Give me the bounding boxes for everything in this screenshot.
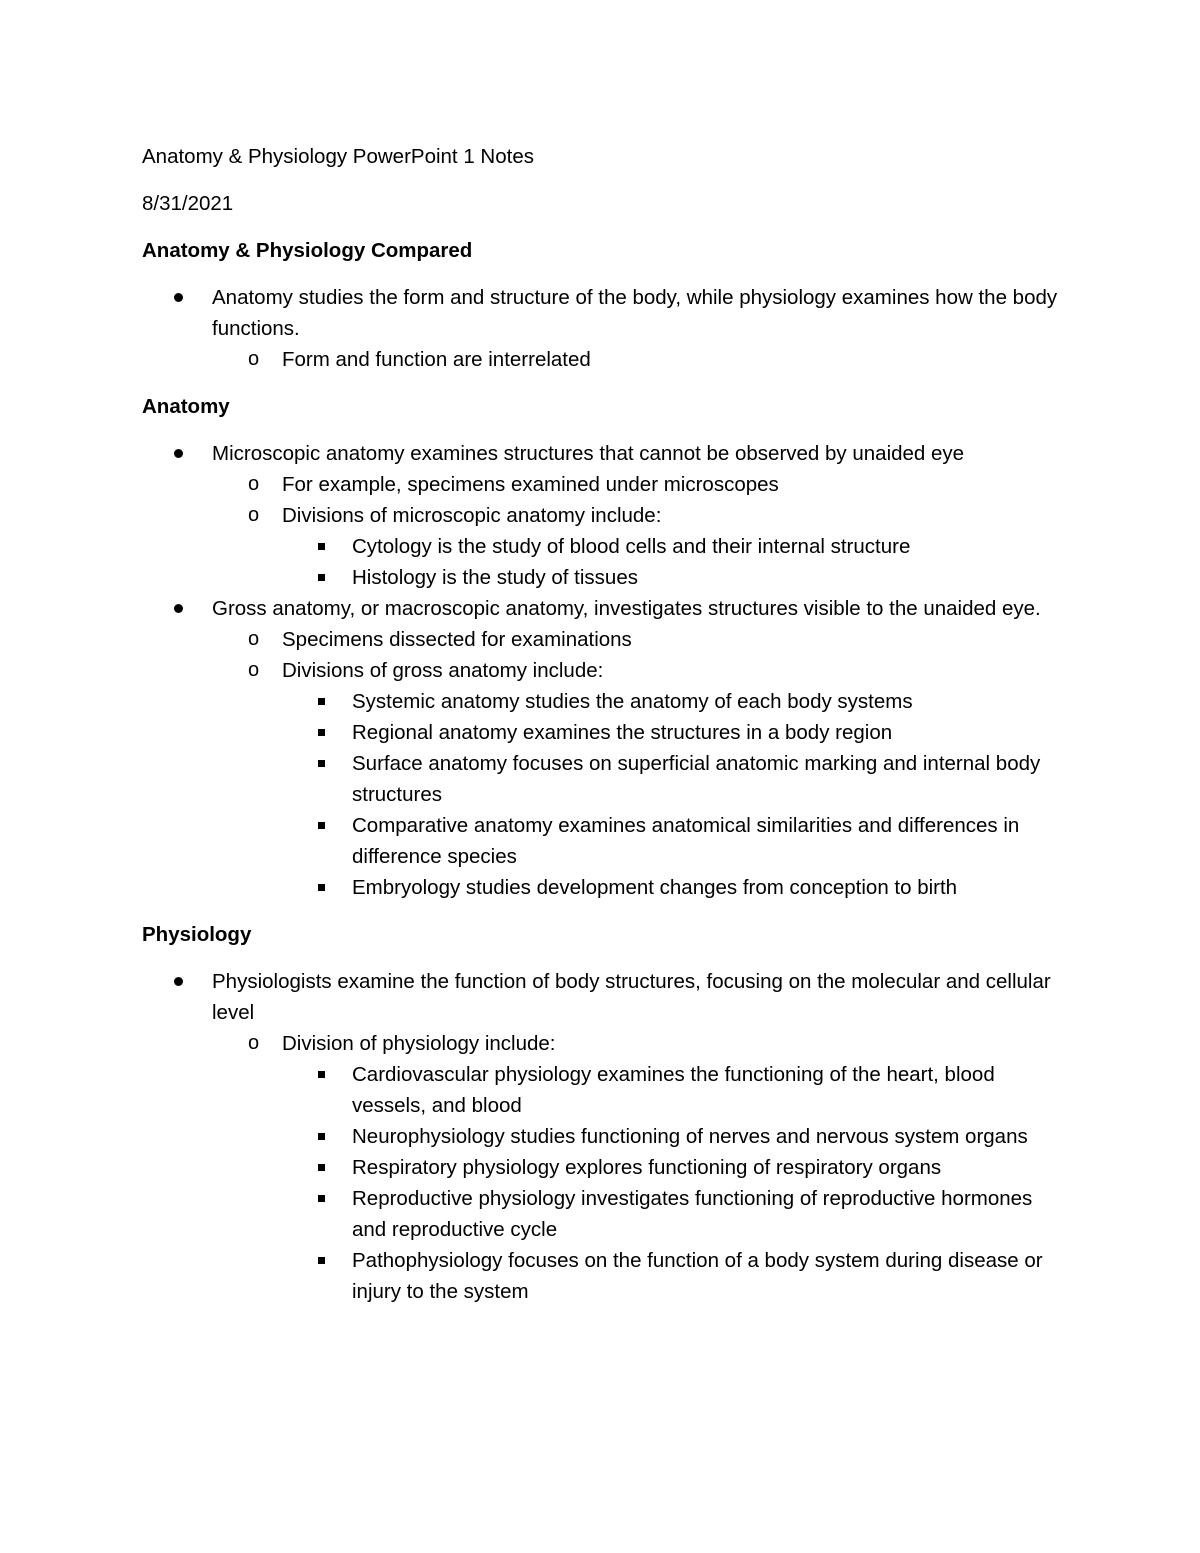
list-item-text: Histology is the study of tissues <box>352 566 638 589</box>
list-item-text: Microscopic anatomy examines structures that cannot be observed by unaided eye <box>212 442 965 465</box>
circle-bullet-icon: o <box>248 1032 260 1054</box>
list-item <box>142 438 1072 593</box>
square-bullet-icon <box>318 822 325 829</box>
circle-bullet-icon: o <box>248 504 260 526</box>
list-item <box>282 810 1072 872</box>
list-item-text: Cytology is the study of blood cells and their internal structure <box>352 535 911 558</box>
disc-bullet-icon <box>174 449 183 458</box>
list-item-text: Reproductive physiology investigates functioning of reproductive hormones and reproductive cycle <box>352 1187 1033 1241</box>
document-body <box>142 141 1072 1323</box>
list-item <box>282 1245 1072 1307</box>
disc-bullet-icon <box>174 604 183 613</box>
document-date: 8/31/2021 <box>142 192 234 215</box>
list-item <box>212 655 1072 903</box>
square-bullet-icon <box>318 1133 325 1140</box>
list-item-text: Cardiovascular physiology examines the functioning of the heart, blood vessels, and blood <box>352 1063 995 1117</box>
list-item <box>142 966 1072 1307</box>
list-item <box>212 500 1072 593</box>
list-item-text: Comparative anatomy examines anatomical similarities and differences in difference species <box>352 814 1020 868</box>
sub-list <box>212 469 1072 593</box>
list-item-text: Pathophysiology focuses on the function of a body system during disease or injury to the system <box>352 1249 1043 1303</box>
section-heading-anatomy: Anatomy <box>142 395 230 418</box>
list-item-text: Regional anatomy examines the structures in a body region <box>352 721 893 744</box>
square-bullet-icon <box>318 729 325 736</box>
sub-list <box>212 624 1072 903</box>
square-bullet-icon <box>318 1164 325 1171</box>
circle-bullet-icon: o <box>248 473 260 495</box>
list-item <box>282 748 1072 810</box>
list-item-text: Respiratory physiology explores functioning of respiratory organs <box>352 1156 942 1179</box>
sub-list <box>212 344 1072 375</box>
list-item-text: Neurophysiology studies functioning of nerves and nervous system organs <box>352 1125 1028 1148</box>
list-item-text: For example, specimens examined under microscopes <box>282 473 779 496</box>
sub-sub-list <box>282 1059 1072 1307</box>
disc-bullet-icon <box>174 293 183 302</box>
circle-bullet-icon: o <box>248 659 260 681</box>
list-item <box>282 1152 1072 1183</box>
list-item <box>212 1028 1072 1307</box>
square-bullet-icon <box>318 760 325 767</box>
circle-bullet-icon: o <box>248 628 260 650</box>
list-item-text: Specimens dissected for examinations <box>282 628 632 651</box>
circle-bullet-icon: o <box>248 348 260 370</box>
list-item <box>282 872 1072 903</box>
square-bullet-icon <box>318 543 325 550</box>
list-item <box>282 562 1072 593</box>
list-item-text: Divisions of gross anatomy include: <box>282 659 604 682</box>
list-item <box>282 686 1072 717</box>
list-item-text: Divisions of microscopic anatomy include: <box>282 504 662 527</box>
section-heading-physiology: Physiology <box>142 923 252 946</box>
bullet-list <box>142 438 1072 903</box>
list-item <box>212 624 1072 655</box>
square-bullet-icon <box>318 698 325 705</box>
document-title: Anatomy & Physiology PowerPoint 1 Notes <box>142 145 534 168</box>
list-item <box>212 469 1072 500</box>
list-item-text: Physiologists examine the function of body structures, focusing on the molecular and cellular level <box>212 970 1051 1024</box>
list-item-text: Systemic anatomy studies the anatomy of each body systems <box>352 690 913 713</box>
sub-sub-list <box>282 686 1072 903</box>
list-item <box>282 717 1072 748</box>
list-item <box>212 344 1072 375</box>
square-bullet-icon <box>318 1195 325 1202</box>
list-item <box>282 1183 1072 1245</box>
list-item-text: Surface anatomy focuses on superficial anatomic marking and internal body structures <box>352 752 1041 806</box>
disc-bullet-icon <box>174 977 183 986</box>
square-bullet-icon <box>318 574 325 581</box>
list-item-text: Embryology studies development changes from conception to birth <box>352 876 958 899</box>
sub-list <box>212 1028 1072 1307</box>
list-item <box>142 593 1072 903</box>
list-item <box>282 1121 1072 1152</box>
list-item <box>282 1059 1072 1121</box>
sub-sub-list <box>282 531 1072 593</box>
square-bullet-icon <box>318 1071 325 1078</box>
list-item-text: Form and function are interrelated <box>282 348 591 371</box>
bullet-list <box>142 966 1072 1307</box>
list-item <box>142 282 1072 375</box>
square-bullet-icon <box>318 884 325 891</box>
section-heading-compared: Anatomy & Physiology Compared <box>142 239 473 262</box>
list-item-text: Division of physiology include: <box>282 1032 556 1055</box>
list-item <box>282 531 1072 562</box>
square-bullet-icon <box>318 1257 325 1264</box>
list-item-text: Anatomy studies the form and structure of the body, while physiology examines how the body functions. <box>212 286 1058 340</box>
list-item-text: Gross anatomy, or macroscopic anatomy, investigates structures visible to the unaided eye. <box>212 597 1041 620</box>
bullet-list <box>142 282 1072 375</box>
